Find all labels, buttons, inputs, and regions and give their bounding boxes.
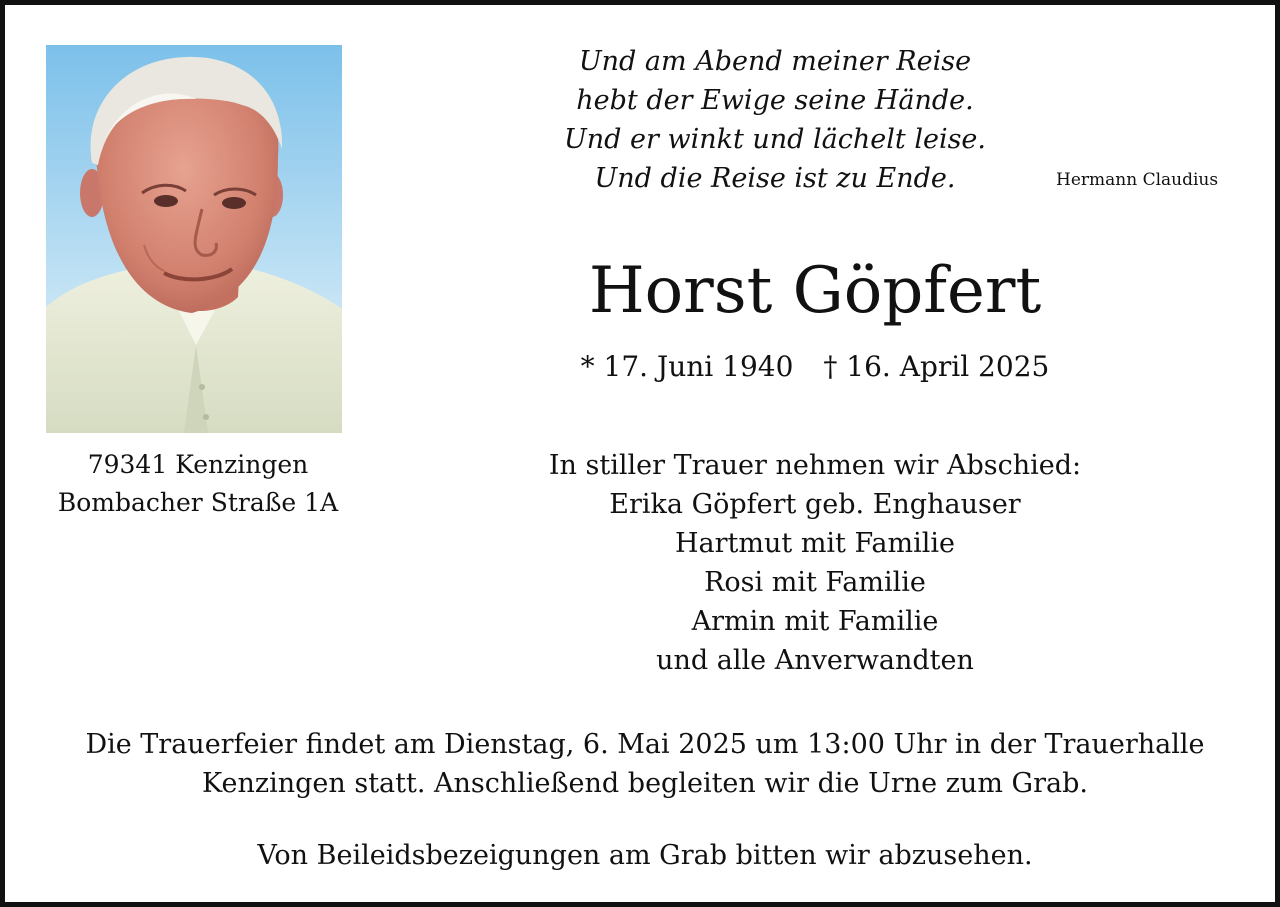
poem-author: Hermann Claudius [1056, 170, 1219, 190]
poem-line: Und er winkt und lächelt leise. [563, 124, 986, 155]
address-block [13, 446, 383, 522]
mourner-name: Hartmut mit Familie [675, 528, 955, 559]
mourner-name: Rosi mit Familie [704, 567, 926, 598]
ceremony-notice [10, 725, 1280, 803]
address-street: Bombacher Straße 1A [57, 488, 339, 517]
ceremony-line: Kenzingen statt. Anschließend begleiten wir die Urne zum Grab. [202, 768, 1088, 799]
poem-line: hebt der Ewige seine Hände. [576, 85, 974, 116]
poem-line: Und die Reise ist zu Ende. [594, 163, 956, 194]
address-postal-city: 79341 Kenzingen [87, 450, 309, 479]
mourner-name: Armin mit Familie [691, 606, 939, 637]
ceremony-line: Die Trauerfeier findet am Dienstag, 6. Mai 2025 um 13:00 Uhr in der Trauerhalle [85, 729, 1205, 760]
life-dates [425, 347, 1205, 387]
condolence-note: Von Beileidsbezeigungen am Grab bitten wir abzusehen. [257, 840, 1033, 871]
mourner-name: und alle Anverwandten [656, 645, 974, 676]
mourners-intro: In stiller Trauer nehmen wir Abschied: [548, 450, 1082, 481]
mourner-name: Erika Göpfert geb. Enghauser [609, 489, 1021, 520]
poem-verse [545, 42, 1005, 198]
deceased-name: Horst Göpfert [588, 254, 1042, 328]
poem-line: Und am Abend meiner Reise [578, 46, 972, 77]
portrait-illustration [46, 45, 342, 433]
death-date: † 16. April 2025 [823, 350, 1050, 383]
portrait-photo [46, 45, 342, 433]
birth-date: * 17. Juni 1940 [580, 350, 794, 383]
mourners-block [425, 446, 1205, 680]
